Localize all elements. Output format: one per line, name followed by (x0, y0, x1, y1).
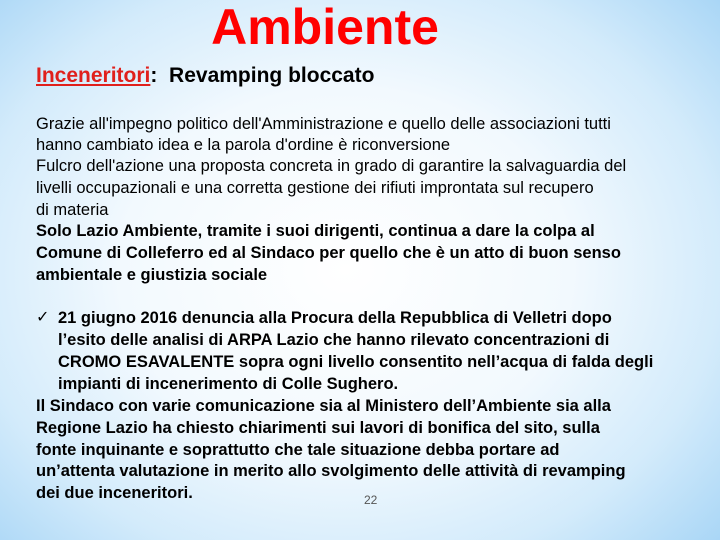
text-line: livelli occupazionali e una corretta gestione dei rifiuti improntata sul recupero (36, 179, 594, 197)
bullet-line: 21 giugno 2016 denuncia alla Procura della Repubblica di Velletri dopo (58, 309, 612, 327)
checkmark-icon: ✓ (36, 309, 50, 326)
text-line: Il Sindaco con varie comunicazione sia al Ministero dell’Ambiente sia alla (36, 397, 611, 415)
subtitle-label: Inceneritori (36, 64, 151, 87)
bullet-line: impianti di incenerimento di Colle Sughero. (58, 375, 399, 393)
text-line: un’attenta valutazione in merito allo svolgimento delle attività di revamping (36, 462, 626, 480)
text-line: dei due inceneritori. (36, 484, 193, 502)
slide-subtitle (36, 64, 374, 88)
text-line: Regione Lazio ha chiesto chiarimenti sui lavori di bonifica del sito, sulla (36, 419, 600, 437)
text-line: Solo Lazio Ambiente, tramite i suoi dirigenti, continua a dare la colpa al (36, 222, 595, 240)
text-line: Fulcro dell'azione una proposta concreta in grado di garantire la salvaguardia del (36, 157, 627, 175)
slide-title: Ambiente (211, 0, 439, 55)
page-number: 22 (364, 493, 378, 507)
subtitle-text: Revamping bloccato (169, 64, 375, 87)
text-line: ambientale e giustizia sociale (36, 266, 268, 284)
text-line: Comune di Colleferro ed al Sindaco per quello che è un atto di buon senso (36, 244, 621, 262)
subtitle-colon: : (150, 64, 158, 87)
text-line: di materia (36, 201, 109, 219)
text-line: Grazie all'impegno politico dell'Amministrazione e quello delle associazioni tutti (36, 115, 611, 133)
text-line: hanno cambiato idea e la parola d'ordine è riconversione (36, 136, 451, 154)
text-line: fonte inquinante e soprattutto che tale situazione debba portare ad (36, 441, 560, 459)
bullet-line: CROMO ESAVALENTE sopra ogni livello consentito nell’acqua di falda degli (58, 353, 654, 371)
bullet-line: l’esito delle analisi di ARPA Lazio che hanno rilevato concentrazioni di (58, 331, 610, 349)
